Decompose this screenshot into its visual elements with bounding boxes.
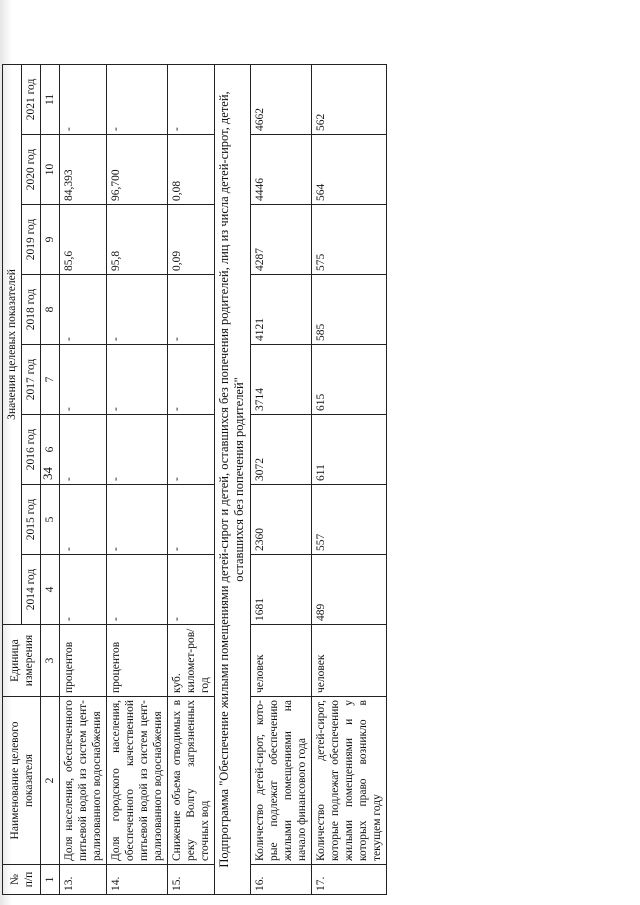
row-number: 15. — [168, 865, 215, 895]
column-index: 4 — [41, 555, 60, 625]
header-year: 2017 год — [22, 345, 41, 415]
indicator-value: 4446 — [250, 135, 311, 205]
column-index: 11 — [41, 64, 60, 134]
indicator-value: - — [60, 275, 107, 345]
indicator-value: - — [107, 555, 168, 625]
indicator-value: - — [107, 64, 168, 134]
column-index: 2 — [41, 697, 60, 865]
indicator-value: 2360 — [250, 485, 311, 555]
table-row — [250, 64, 311, 894]
indicator-value: - — [60, 485, 107, 555]
indicator-value: 585 — [311, 275, 386, 345]
indicator-value: 615 — [311, 345, 386, 415]
indicator-name: Доля населения, обеспеченного питьевой водой из систем цент-рализованного водоснабжения — [60, 697, 107, 865]
rotated-table-wrapper — [2, 5, 387, 895]
indicator-name: Снижение объема отводимых в реку Волгу загрязненных сточных вод — [168, 697, 215, 865]
table-row — [107, 64, 168, 894]
column-index: 10 — [41, 135, 60, 205]
indicator-unit: человек — [311, 625, 386, 697]
indicator-value: 611 — [311, 415, 386, 485]
header-year: 2018 год — [22, 275, 41, 345]
header-values-group: Значения целевых показателей — [3, 64, 22, 624]
indicator-value: 564 — [311, 135, 386, 205]
column-index: 5 — [41, 485, 60, 555]
indicator-unit: процентов — [60, 625, 107, 697]
indicator-unit: человек — [250, 625, 311, 697]
indicator-value: 4121 — [250, 275, 311, 345]
row-number: 13. — [60, 865, 107, 895]
table-body-utilities — [60, 64, 215, 894]
indicator-value: - — [60, 415, 107, 485]
indicator-value: 4662 — [250, 64, 311, 134]
header-year: 2014 год — [22, 555, 41, 625]
header-row — [3, 64, 22, 894]
indicator-value: 562 — [311, 64, 386, 134]
column-index: 7 — [41, 345, 60, 415]
header-unit: Единица измерения — [3, 625, 41, 697]
indicator-value: - — [168, 64, 215, 134]
indicator-value: 0,09 — [168, 205, 215, 275]
indicator-value: 0,08 — [168, 135, 215, 205]
indicator-value: - — [60, 345, 107, 415]
indicator-unit: куб. километ-ров/год — [168, 625, 215, 697]
indicator-value: 489 — [311, 555, 386, 625]
table-body-orphans — [250, 64, 386, 894]
indicator-value: 557 — [311, 485, 386, 555]
indicator-value: 1681 — [250, 555, 311, 625]
header-num: № п/п — [3, 865, 41, 895]
page-number: 34 — [40, 467, 55, 480]
row-number: 16. — [250, 865, 311, 895]
target-indicators-table — [2, 64, 387, 895]
indicator-value: - — [107, 485, 168, 555]
column-index-row — [41, 64, 60, 894]
indicator-value: 96,700 — [107, 135, 168, 205]
indicator-value: - — [168, 555, 215, 625]
indicator-value: - — [168, 275, 215, 345]
indicator-name: Количество детей-сирот, которые подлежат обеспечению жилыми помещениями и у которых право возникло в текущем году — [311, 697, 386, 865]
column-index: 9 — [41, 205, 60, 275]
column-index: 3 — [41, 625, 60, 697]
table-row — [311, 64, 386, 894]
header-year: 2019 год — [22, 205, 41, 275]
indicator-value: - — [168, 415, 215, 485]
header-year: 2015 год — [22, 485, 41, 555]
indicator-value: 3072 — [250, 415, 311, 485]
header-name: Наименование целевого показателя — [3, 697, 41, 865]
indicator-value: 3714 — [250, 345, 311, 415]
indicator-value: 85,6 — [60, 205, 107, 275]
indicator-unit: процентов — [107, 625, 168, 697]
indicator-name: Количество детей-сирот, кото-рые подлежат обеспечению жилыми помещениями на начало финансового года — [250, 697, 311, 865]
column-index: 6 — [41, 415, 60, 485]
indicator-value: 95,8 — [107, 205, 168, 275]
indicator-name: Доля городского населения, обеспеченного качественной питьевой водой из систем цент-рализованного водоснабжения — [107, 697, 168, 865]
indicator-value: - — [60, 555, 107, 625]
subprogram-row — [215, 64, 251, 894]
indicator-value: - — [168, 345, 215, 415]
indicator-value: - — [60, 64, 107, 134]
column-index: 8 — [41, 275, 60, 345]
column-index: 1 — [41, 865, 60, 895]
row-number: 14. — [107, 865, 168, 895]
table-row — [168, 64, 215, 894]
subprogram-title: Подпрограмма "Обеспечение жилыми помещениями детей-сирот и детей, оставшихся без попечения родителей, лиц из числа детей-сирот, детей, оставшихся без попечения родителей" — [215, 64, 251, 894]
header-year: 2020 год — [22, 135, 41, 205]
indicator-value: - — [107, 345, 168, 415]
indicator-value: 84,393 — [60, 135, 107, 205]
indicator-value: - — [107, 415, 168, 485]
indicator-value: 575 — [311, 205, 386, 275]
indicator-value: - — [168, 485, 215, 555]
indicator-value: 4287 — [250, 205, 311, 275]
table-row — [60, 64, 107, 894]
header-year: 2016 год — [22, 415, 41, 485]
row-number: 17. — [311, 865, 386, 895]
header-year: 2021 год — [22, 64, 41, 134]
indicator-value: - — [107, 275, 168, 345]
